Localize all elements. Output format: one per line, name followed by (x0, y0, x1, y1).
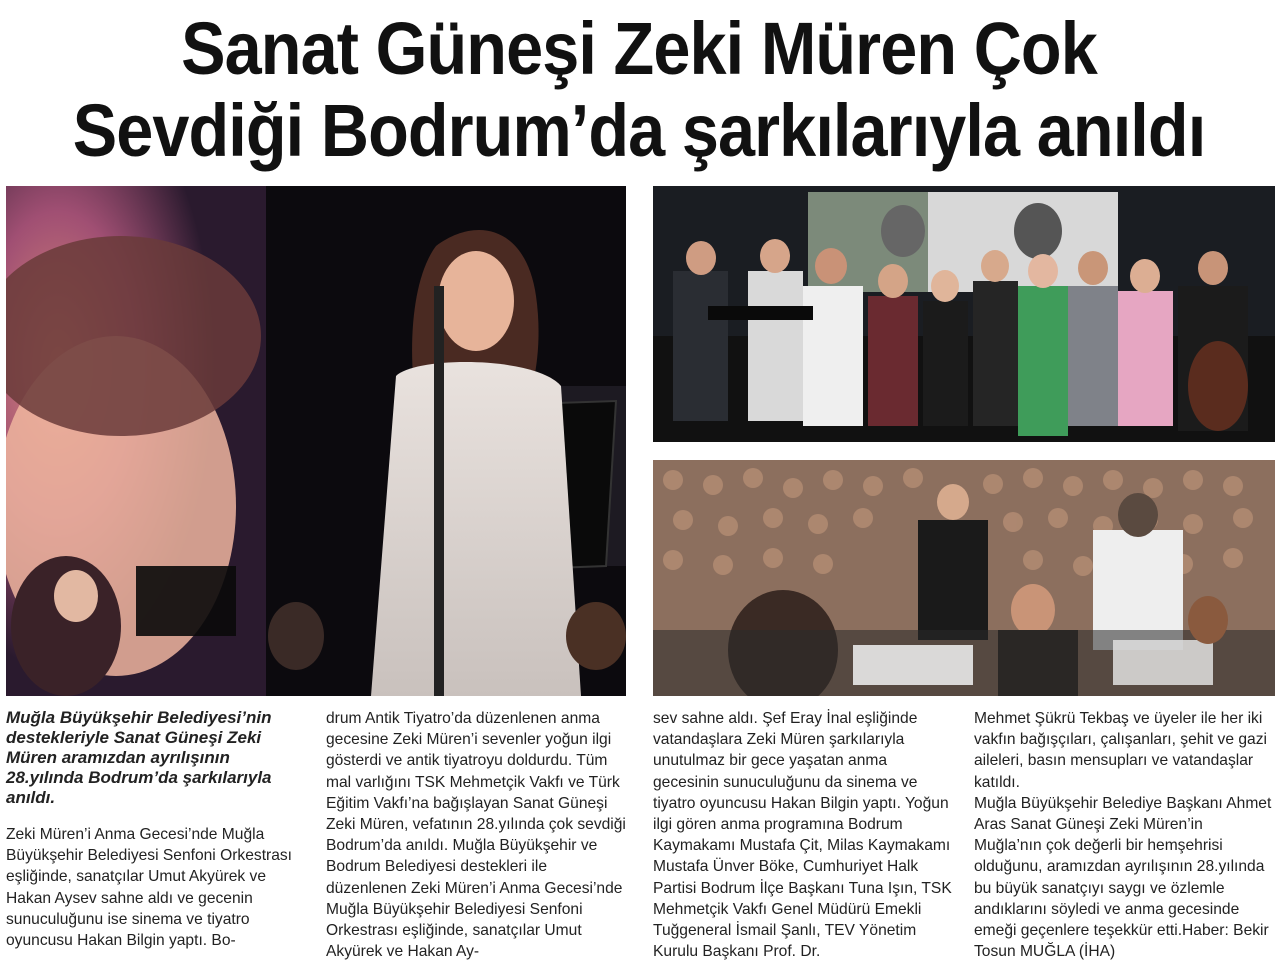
group-on-stage-photo (653, 186, 1275, 442)
article-body-3: sev sahne aldı. Şef Eray İnal eşliğinde vatandaşlara Zeki Müren şarkılarıyla unutulmaz bir gece yaşatan anma gecesinin sunuculuğunu da sinema ve tiyatro oyuncusu Hakan Bilgin yaptı. Yoğun ilgi gören anma programına Bodrum Kaymakamı Mustafa Çit, Milas Kaymakamı Mustafa Ünver Böke, Cumhuriyet Halk Partisi Bodrum İlçe Başkanı Tuna Işın, TSK Mehmetçik Vakfı Genel Müdürü Emekli Tuğgeneral İsmail Şanlı, TEV Yönetim Kurulu Başkanı Prof. Dr. (653, 710, 952, 961)
article-lead: Muğla Büyükşehir Belediyesi’nin destekleriyle Sanat Güneşi Zeki Müren aramızdan ayrılışının 28.yılında Bodrum’da şarkılarıyla anıldı. (6, 708, 272, 807)
article-body-2: drum Antik Tiyatro’da düzenlenen anma gecesine Zeki Müren’i sevenler yoğun ilgi gösterdi ve antik tiyatroyu doldurdu. Tüm mal varlığını TSK Mehmetçik Vakfı ve Türk Eğitim Vakfı’na bağışlayan Sanat Güneşi Zeki Müren, vefatının 28.yılında çok sevdiği Bodrum’da anıldı. Muğla Büyükşehir ve Bodrum Belediyesi destekleri ile düzenlenen Zeki Müren’i Anma Gecesi’nde Muğla Büyükşehir Belediyesi Senfoni Orkestrası eşliğinde, sanatçılar Umut Akyürek ve Hakan Ay- (326, 710, 626, 961)
headline-line-2: Sevdiği Bodrum’da şarkılarıyla anıldı (72, 89, 1206, 172)
article-body-5: Muğla Büyükşehir Belediye Başkanı Ahmet Aras Sanat Güneşi Zeki Müren’in Muğla’nın çok değerli bir hemşehrisi olduğunu, aramızdan ayrılışının 28.yılında bu büyük sanatçıyı saygı ve özlemle andıklarını söyledi ve anma gecesinde emeği geçenlere teşekkür etti.Haber: Bekir Tosun MUĞLA (İHA) (974, 794, 1272, 961)
headline-line-1: Sanat Güneşi Zeki Müren Çok (181, 7, 1097, 90)
headline (0, 8, 1278, 172)
singer-on-stage-photo (6, 186, 626, 696)
article-body-4: Mehmet Şükrü Tekbaş ve üyeler ile her iki vakfın bağışçıları, çalışanları, şehit ve gazi aileleri, basın mensupları ve vatandaşlar katıldı. (974, 710, 1267, 791)
article-body-1: Zeki Müren’i Anma Gecesi’nde Muğla Büyükşehir Belediyesi Senfoni Orkestrası eşliğinde, sanatçılar Umut Akyürek ve Hakan Aysev sahne aldı ve gecenin sunuculuğunu ise sinema ve tiyatro oyuncusu Hakan Bilgin yaptı. Bo- (6, 826, 293, 950)
text-column-3 (653, 708, 953, 962)
text-column-1 (6, 708, 306, 951)
text-column-4 (974, 708, 1274, 962)
text-column-2 (326, 708, 626, 962)
orchestra-conductor-photo (653, 460, 1275, 696)
